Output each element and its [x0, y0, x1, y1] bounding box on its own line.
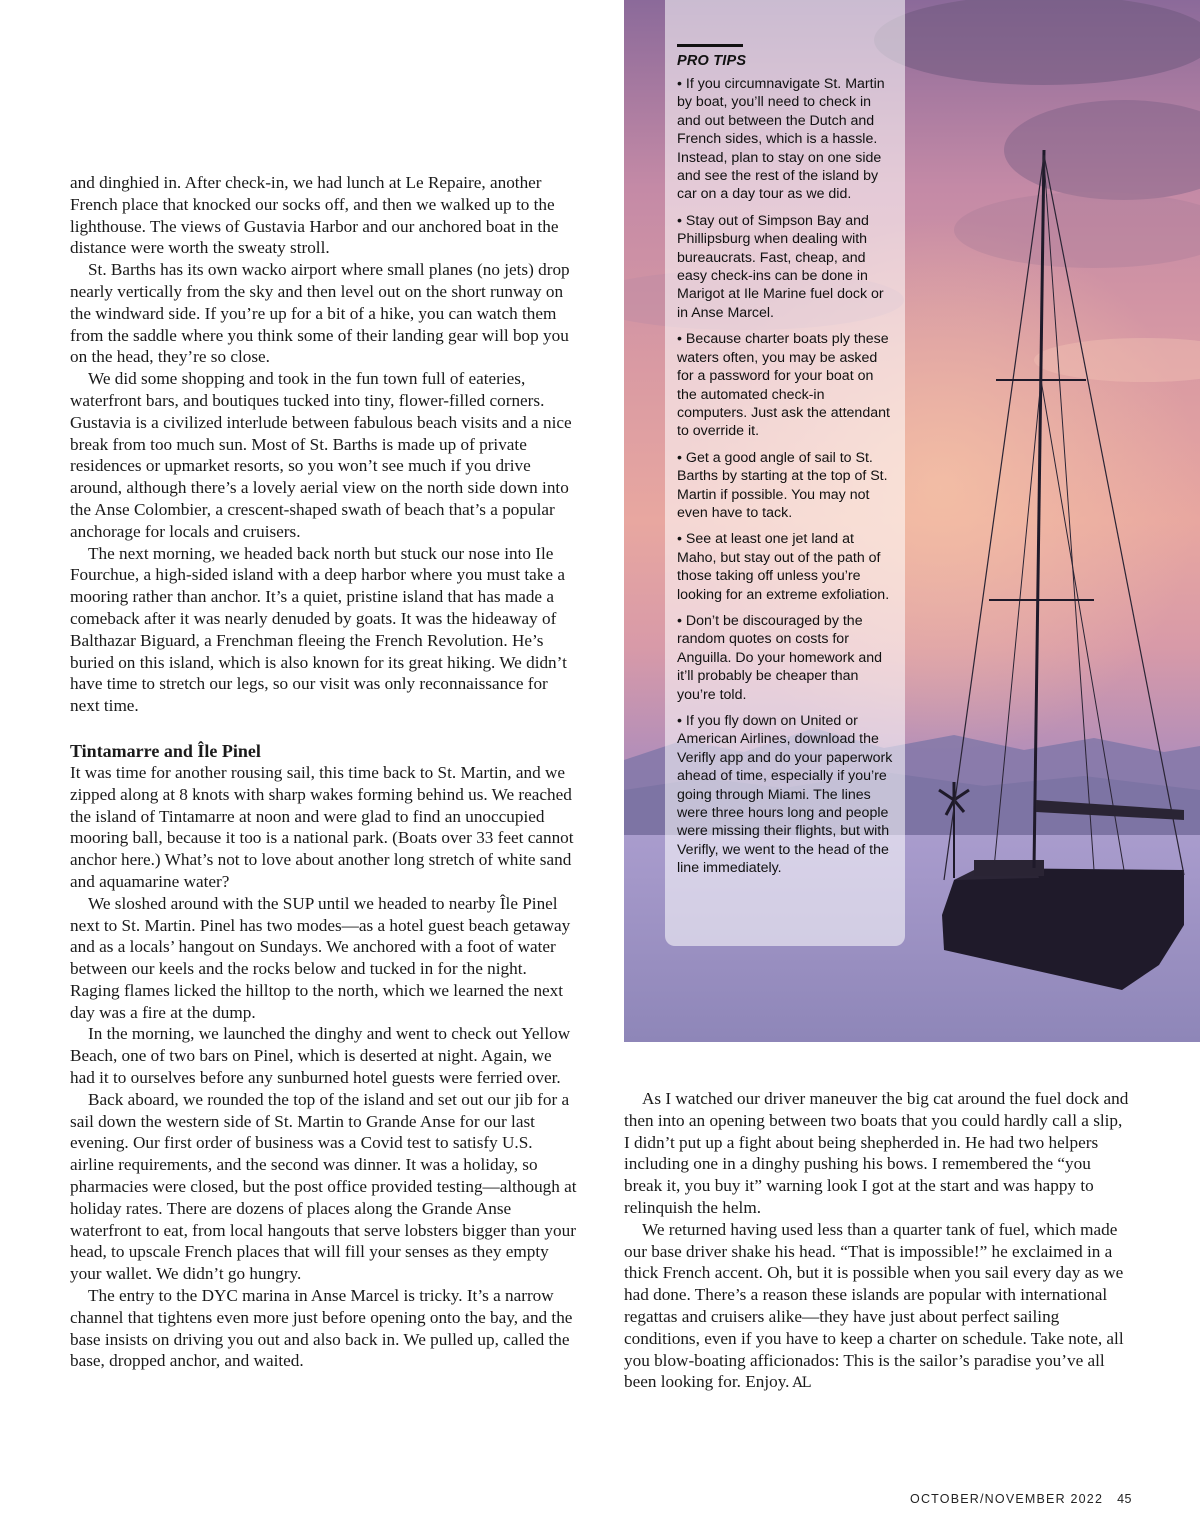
body-paragraph: The next morning, we headed back north but stuck our nose into Ile Fourchue, a high-sided island with a deep harbor where you must take a mooring rather than anchor. It’s a quiet, pristine island that has made a comeback after it was nearly denuded by goats. It was the hideaway of Balthazar Biguard, a Frenchman fleeing the French Revolution. He’s buried on this island, which is also known for its great hiking. We didn’t have time to stretch our legs, so our visit was only reconnaissance for next time. [70, 543, 567, 716]
body-paragraph: It was time for another rousing sail, this time back to St. Martin, and we zipped along at 8 knots with sharp wakes forming behind us. We reached the island of Tintamarre at noon and were glad to find an unoccupied mooring ball, because it too is a national park. (Boats over 33 feet cannot anchor here.) What’s not to love about another long stretch of white sand and aquamarine water? [70, 762, 574, 891]
body-paragraph [624, 1219, 1130, 1395]
pro-tip: • If you circumnavigate St. Martin by boat, you’ll need to check in and out between the Dutch and French sides, which is a hassle. Instead, plan to stay on one side and see the rest of the island by car on a day tour as we did. [677, 76, 885, 203]
article-left-column [70, 172, 578, 1372]
pro-tip: • Because charter boats ply these waters often, you may be asked for a password for your boat on the automated check-in computers. Just ask the attendant to override it. [677, 331, 890, 440]
body-paragraph: We sloshed around with the SUP until we headed to nearby Île Pinel next to St. Martin. Pinel has two modes—as a hotel guest beach getaway and as a locals’ hangout on Sundays. We anchored with a foot of water between our keels and the rocks below and tucked in for the night. Raging flames licked the hilltop to the north, which we learned the next day was a fire at the dump. [70, 893, 571, 1022]
body-paragraph: Back aboard, we rounded the top of the island and set out our jib for a sail down the western side of St. Martin to Grande Anse for our last evening. Our first order of business was a Covid test to satisfy U.S. airline requirements, and the second was dinner. It was a holiday, so pharmacies were closed, but the post office provided testing—although at holiday rates. There are dozens of places along the Grande Anse waterfront to eat, from local hangouts that serve lobsters bigger than your head, to upscale French places that will fill your senses as they empty your wallet. We didn’t go hungry. [70, 1089, 577, 1284]
body-paragraph: In the morning, we launched the dinghy and went to check out Yellow Beach, one of two bars on Pinel, which is deserted at night. Again, we had it to ourselves before any sunburned hotel guests were ferried over. [70, 1024, 571, 1088]
end-mark-logo: AL [792, 1375, 810, 1392]
body-paragraph: The entry to the DYC marina in Anse Marcel is tricky. It’s a narrow channel that tightens even more just before opening onto the bay, and the base insists on driving you out and also back in. We pulled up, called the base, dropped anchor, and waited. [70, 1286, 573, 1371]
issue-date: OCTOBER/NOVEMBER 2022 [910, 1492, 1104, 1506]
body-paragraph-text: We returned having used less than a quarter tank of fuel, which made our base driver shake his head. “That is impossible!” he exclaimed in a thick French accent. Oh, but it is possible when you sail every day as we had done. There’s a reason these islands are popular with international regattas and cruisers alike—they have just about perfect sailing conditions, even if you have to keep a charter on schedule. Take note, all you blow-boating afficionados: This is the sailor’s paradise you’ve all been looking for. Enjoy. [624, 1219, 1124, 1392]
section-heading: Tintamarre and Île Pinel [70, 740, 261, 761]
page-number: 45 [1117, 1492, 1132, 1506]
body-paragraph: St. Barths has its own wacko airport where small planes (no jets) drop nearly vertically from the sky and then level out on the short runway on the windward side. If you’re up for a bit of a hike, you can watch them from the saddle where you think some of their landing gear will bop you on the head, they’re so close. [70, 260, 570, 367]
article-right-column [624, 1088, 1130, 1395]
pro-tips-rule [677, 44, 743, 47]
body-paragraph: and dinghied in. After check-in, we had lunch at Le Repaire, another French place that knocked our socks off, and then we walked up to the lighthouse. The views of Gustavia Harbor and our anchored boat in the distance were worth the sweaty stroll. [70, 173, 559, 258]
body-paragraph: As I watched our driver maneuver the big cat around the fuel dock and then into an opening between two boats that you could hardly call a slip, I didn’t put up a fight about being shepherded in. He had two helpers including one in a dinghy pushing his bows. I remembered the “you break it, you buy it” warning look I got at the start and was happy to relinquish the helm. [624, 1089, 1129, 1217]
pro-tip: • If you fly down on United or American Airlines, download the Verifly app and do your paperwork ahead of time, especially if you’re going through Miami. The lines were three hours long and people were missing their flights, but with Verifly, we went to the head of the line immediately. [677, 713, 893, 877]
body-paragraph: We did some shopping and took in the fun town full of eateries, waterfront bars, and boutiques tucked into tiny, flower-filled corners. Gustavia is a civilized interlude between fabulous beach visits and a nice break from too much sun. Most of St. Barths is made up of private residences or upmarket resorts, so you won’t see much if you drive around, although there’s a lovely aerial view on the north side down into the Anse Colombier, a crescent-shaped swath of beach that’s a popular anchorage for locals and cruisers. [70, 369, 572, 541]
pro-tips-box [665, 0, 905, 946]
pro-tip: • Get a good angle of sail to St. Barths by starting at the top of St. Martin if possible. You may not even have to tack. [677, 449, 888, 521]
pro-tip: • Stay out of Simpson Bay and Phillipsburg when dealing with bureaucrats. Fast, cheap, and easy check-ins can be done in Marigot at Ile Marine fuel dock or in Anse Marcel. [677, 212, 884, 321]
pro-tip: • See at least one jet land at Maho, but stay out of the path of those taking off unless you’re looking for an extreme exfoliation. [677, 531, 890, 603]
pro-tip: • Don’t be discouraged by the random quotes on costs for Anguilla. Do your homework and it’ll probably be cheaper than you’re told. [677, 612, 883, 703]
pro-tips-heading: PRO TIPS [677, 53, 747, 69]
page-footer [870, 1492, 1132, 1506]
